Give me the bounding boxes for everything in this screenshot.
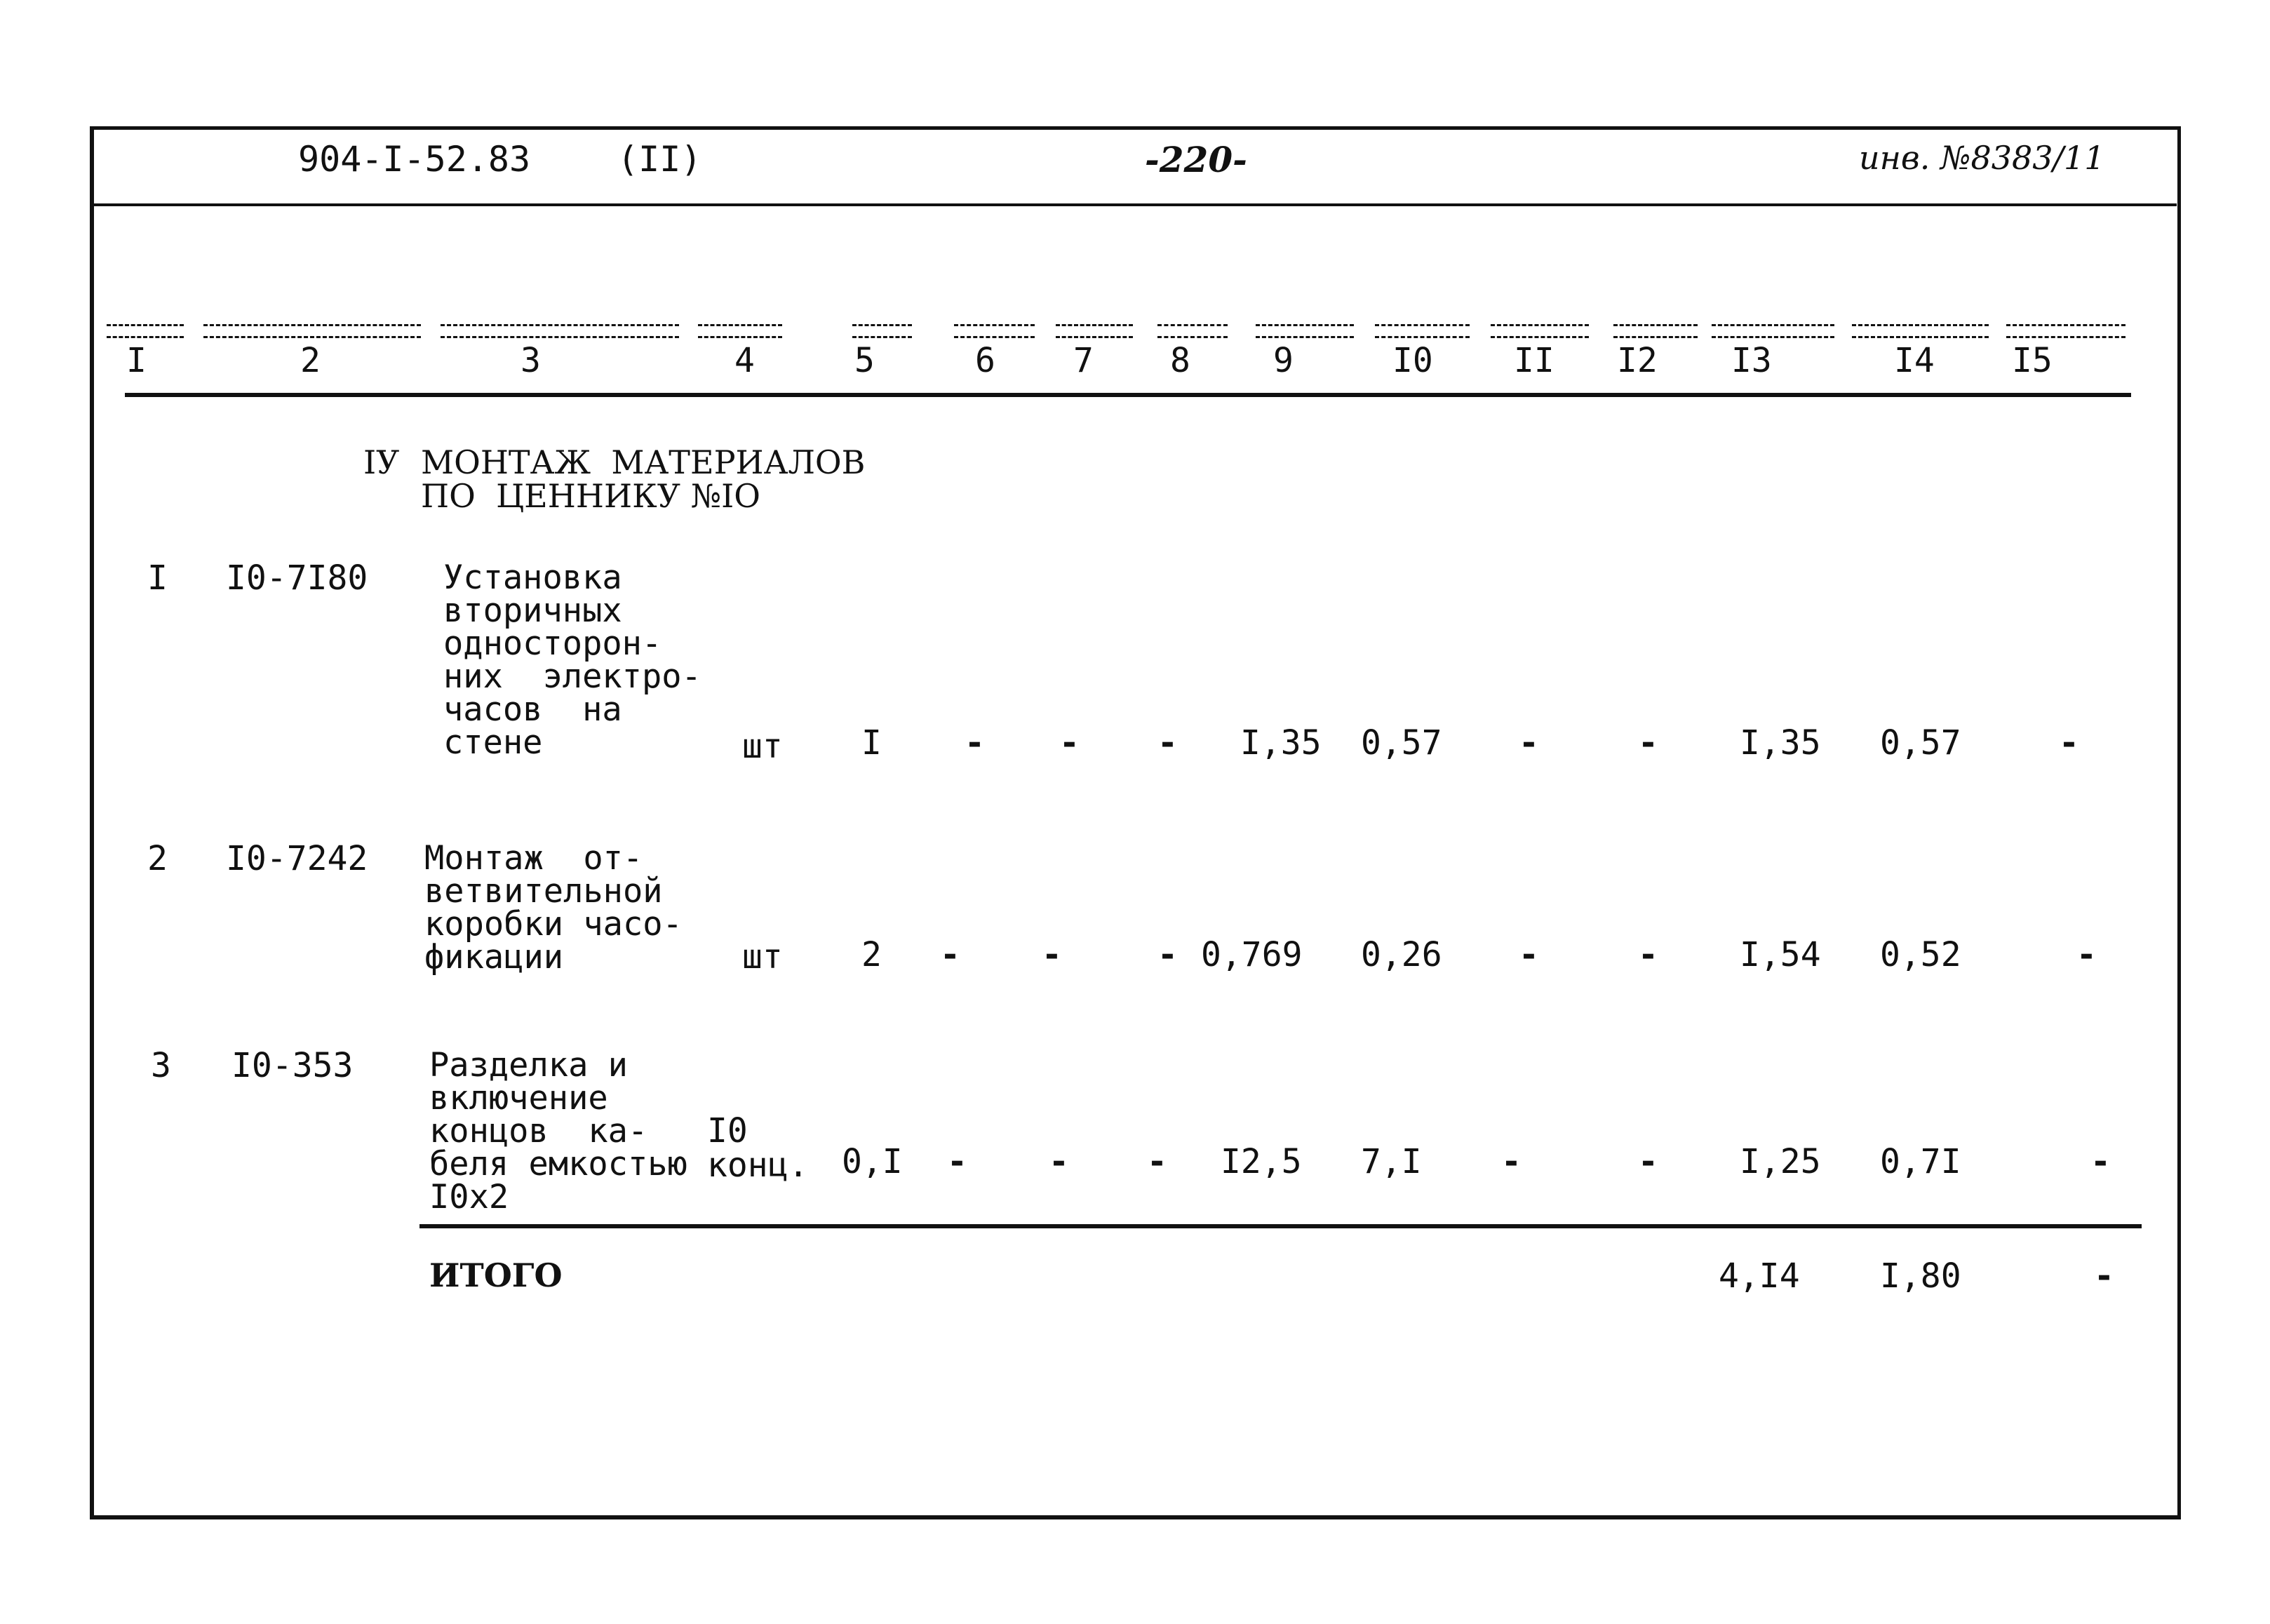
desc-line: ветвительной [424, 872, 663, 911]
col-number: I [126, 341, 147, 380]
col7-value: - [1049, 1142, 1069, 1181]
desc-line: Установка [443, 558, 622, 597]
col-number: I5 [2012, 341, 2053, 380]
desc-line: Разделка и [429, 1046, 628, 1085]
col-number: 8 [1170, 341, 1190, 380]
col11-value: - [1501, 1142, 1522, 1181]
col14-value: 0,7I [1880, 1142, 1961, 1181]
desc-line: часов на [443, 690, 622, 729]
col-number: I2 [1617, 341, 1658, 380]
col-number: I4 [1894, 341, 1935, 380]
col-number: 9 [1273, 341, 1294, 380]
col9-value: I2,5 [1221, 1142, 1302, 1181]
col8-value: - [1157, 723, 1178, 763]
desc-line: вторичных [443, 591, 622, 630]
document-code: 904-I-52.83 [298, 139, 531, 180]
col9-value: I,35 [1240, 723, 1322, 763]
row-number: 3 [151, 1046, 171, 1085]
col7-value: - [1059, 723, 1080, 763]
col6-value: - [940, 935, 960, 974]
col12-value: - [1638, 935, 1658, 974]
sheet-reference: (II) [617, 139, 702, 180]
header-rule [90, 203, 2177, 206]
col12-value: - [1638, 1142, 1658, 1181]
col14-value: 0,57 [1880, 723, 1961, 763]
col15-value: - [2090, 1142, 2111, 1181]
col-number: 4 [734, 341, 755, 380]
price-code: I0-7242 [226, 839, 368, 878]
col-number: 2 [300, 341, 321, 380]
col15-value: - [2076, 935, 2097, 974]
row-number: 2 [147, 839, 168, 878]
desc-line: Монтаж от- [424, 839, 643, 878]
unit: шт [742, 937, 783, 977]
section-title-line2: ПО ЦЕННИКУ №IO [421, 477, 760, 515]
col-number: 7 [1073, 341, 1094, 380]
total-col14: I,80 [1880, 1256, 1961, 1296]
col10-value: 0,26 [1361, 935, 1442, 974]
quantity: 0,I [842, 1142, 903, 1181]
header-bottom-rule [125, 393, 2131, 397]
col-number: 5 [854, 341, 875, 380]
desc-line: беля емкостью [429, 1145, 687, 1183]
col6-value: - [947, 1142, 967, 1181]
col12-value: - [1638, 723, 1658, 763]
price-code: I0-353 [231, 1046, 354, 1085]
col13-value: I,35 [1740, 723, 1821, 763]
col10-value: 7,I [1361, 1142, 1422, 1181]
desc-line: стене [443, 723, 543, 762]
col-number: II [1514, 341, 1554, 380]
desc-line: односторон- [443, 624, 662, 663]
desc-line: включение [429, 1079, 608, 1118]
col-number: 3 [521, 341, 541, 380]
section-title-line1: МОНТАЖ МАТЕРИАЛОВ [421, 443, 866, 481]
desc-line: коробки часо- [424, 905, 683, 944]
desc-line: фикации [424, 938, 564, 977]
row-description [443, 558, 701, 762]
unit: конц. [707, 1146, 809, 1185]
col8-value: - [1157, 935, 1178, 974]
col8-value: - [1147, 1142, 1167, 1181]
unit-quantity-label: I0 [707, 1111, 748, 1150]
desc-line: них электро- [443, 657, 701, 696]
section-number: IУ [363, 443, 400, 481]
col11-value: - [1519, 723, 1539, 763]
col-number: I0 [1392, 341, 1433, 380]
row-description [429, 1046, 687, 1216]
col11-value: - [1519, 935, 1539, 974]
quantity: I [861, 723, 882, 763]
total-rule [419, 1224, 2142, 1228]
col9-value: 0,769 [1201, 935, 1303, 974]
col-number: 6 [975, 341, 995, 380]
total-col15: - [2094, 1256, 2114, 1296]
price-code: I0-7I80 [226, 558, 368, 598]
total-label: ИТОГО [429, 1256, 563, 1294]
col10-value: 0,57 [1361, 723, 1442, 763]
quantity: 2 [861, 935, 882, 974]
total-col13: 4,I4 [1719, 1256, 1800, 1296]
col6-value: - [965, 723, 985, 763]
col13-value: I,25 [1740, 1142, 1821, 1181]
row-description [424, 839, 683, 977]
inventory-number: инв. №8383/11 [1859, 139, 2105, 177]
col14-value: 0,52 [1880, 935, 1961, 974]
unit: шт [742, 727, 783, 766]
page-number: -220- [1145, 139, 1247, 180]
col13-value: I,54 [1740, 935, 1821, 974]
row-number: I [147, 558, 168, 598]
col15-value: - [2059, 723, 2079, 763]
desc-line: I0x2 [429, 1178, 509, 1216]
col-number: I3 [1731, 341, 1772, 380]
desc-line: концов ка- [429, 1112, 648, 1150]
col7-value: - [1042, 935, 1062, 974]
